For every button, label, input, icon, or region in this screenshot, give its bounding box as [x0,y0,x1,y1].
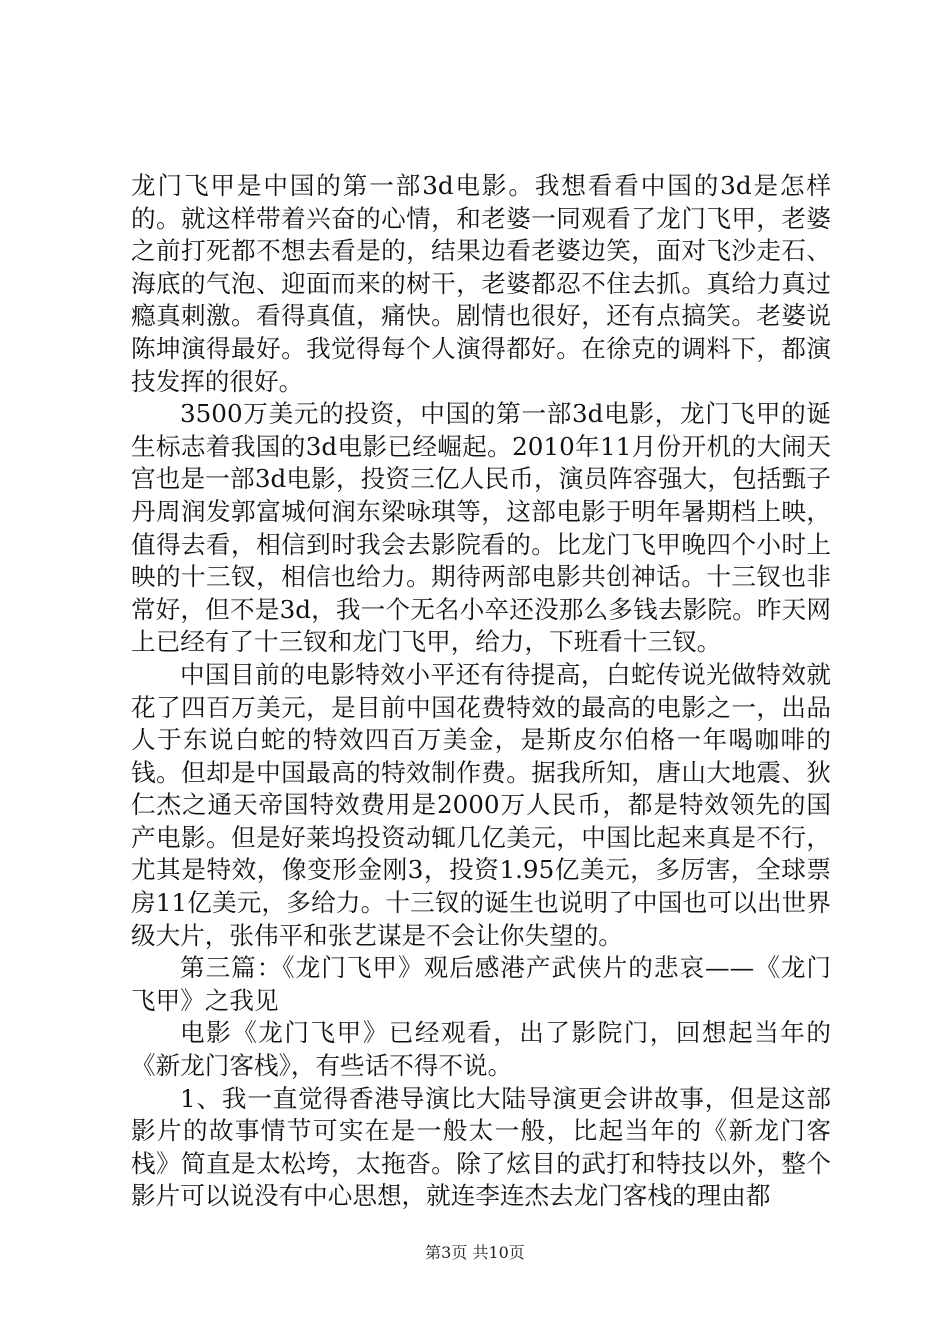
paragraph-5: 电影《龙门飞甲》已经观看，出了影院门，回想起当年的《新龙门客栈》，有些话不得不说。 [131,1018,831,1081]
paragraph-2: 3500万美元的投资，中国的第一部3d电影，龙门飞甲的诞生标志着我国的3d电影已经崛起。2010年11月份开机的大闹天宫也是一部3d电影，投资三亿人民币，演员阵容强大，包括甄子丹周润发郭富城何润东梁咏琪等，这部电影于明年暑期档上映，值得去看，相信到时我会去影院看的。比龙门飞甲晚四个小时上映的十三钗，相信也给力。期待两部电影共创神话。十三钗也非常好，但不是3d，我一个无名小卒还没那么多钱去影院。昨天网上已经有了十三钗和龙门飞甲，给力，下班看十三钗。 [131,399,831,657]
paragraph-6: 1、我一直觉得香港导演比大陆导演更会讲故事，但是这部影片的故事情节可实在是一般太一般，比起当年的《新龙门客栈》简直是太松垮，太拖沓。除了炫目的武打和特技以外，整个影片可以说没有中心思想，就连李连杰去龙门客栈的理由都 [131,1083,831,1211]
document-body [131,170,831,1213]
section-heading: 第三篇：《龙门飞甲》观后感港产武侠片的悲哀——《龙门飞甲》之我见 [131,953,831,1015]
paragraph-3: 中国目前的电影特效小平还有待提高，白蛇传说光做特效就花了四百万美元，是目前中国花费特效的最高的电影之一，出品人于东说白蛇的特效四百万美金，是斯皮尔伯格一年喝咖啡的钱。但却是中国最高的特效制作费。据我所知，唐山大地震、狄仁杰之通天帝国特效费用是2000万人民币，都是特效领先的国产电影。但是好莱坞投资动辄几亿美元，中国比起来真是不行，尤其是特效，像变形金刚3，投资1.95亿美元，多厉害，全球票房11亿美元，多给力。十三钗的诞生也说明了中国也可以出世界级大片，张伟平和张艺谋是不会让你失望的。 [131,659,831,950]
page-number-footer: 第3页 共10页 [425,1243,525,1262]
paragraph-1: 龙门飞甲是中国的第一部3d电影。我想看看中国的3d是怎样的。就这样带着兴奋的心情，和老婆一同观看了龙门飞甲，老婆之前打死都不想去看是的，结果边看老婆边笑，面对飞沙走石、海底的气泡、迎面而来的树干，老婆都忍不住去抓。真给力真过瘾真刺激。看得真值，痛快。剧情也很好，还有点搞笑。老婆说陈坤演得最好。我觉得每个人演得都好。在徐克的调料下，都演技发挥的很好。 [131,171,831,396]
